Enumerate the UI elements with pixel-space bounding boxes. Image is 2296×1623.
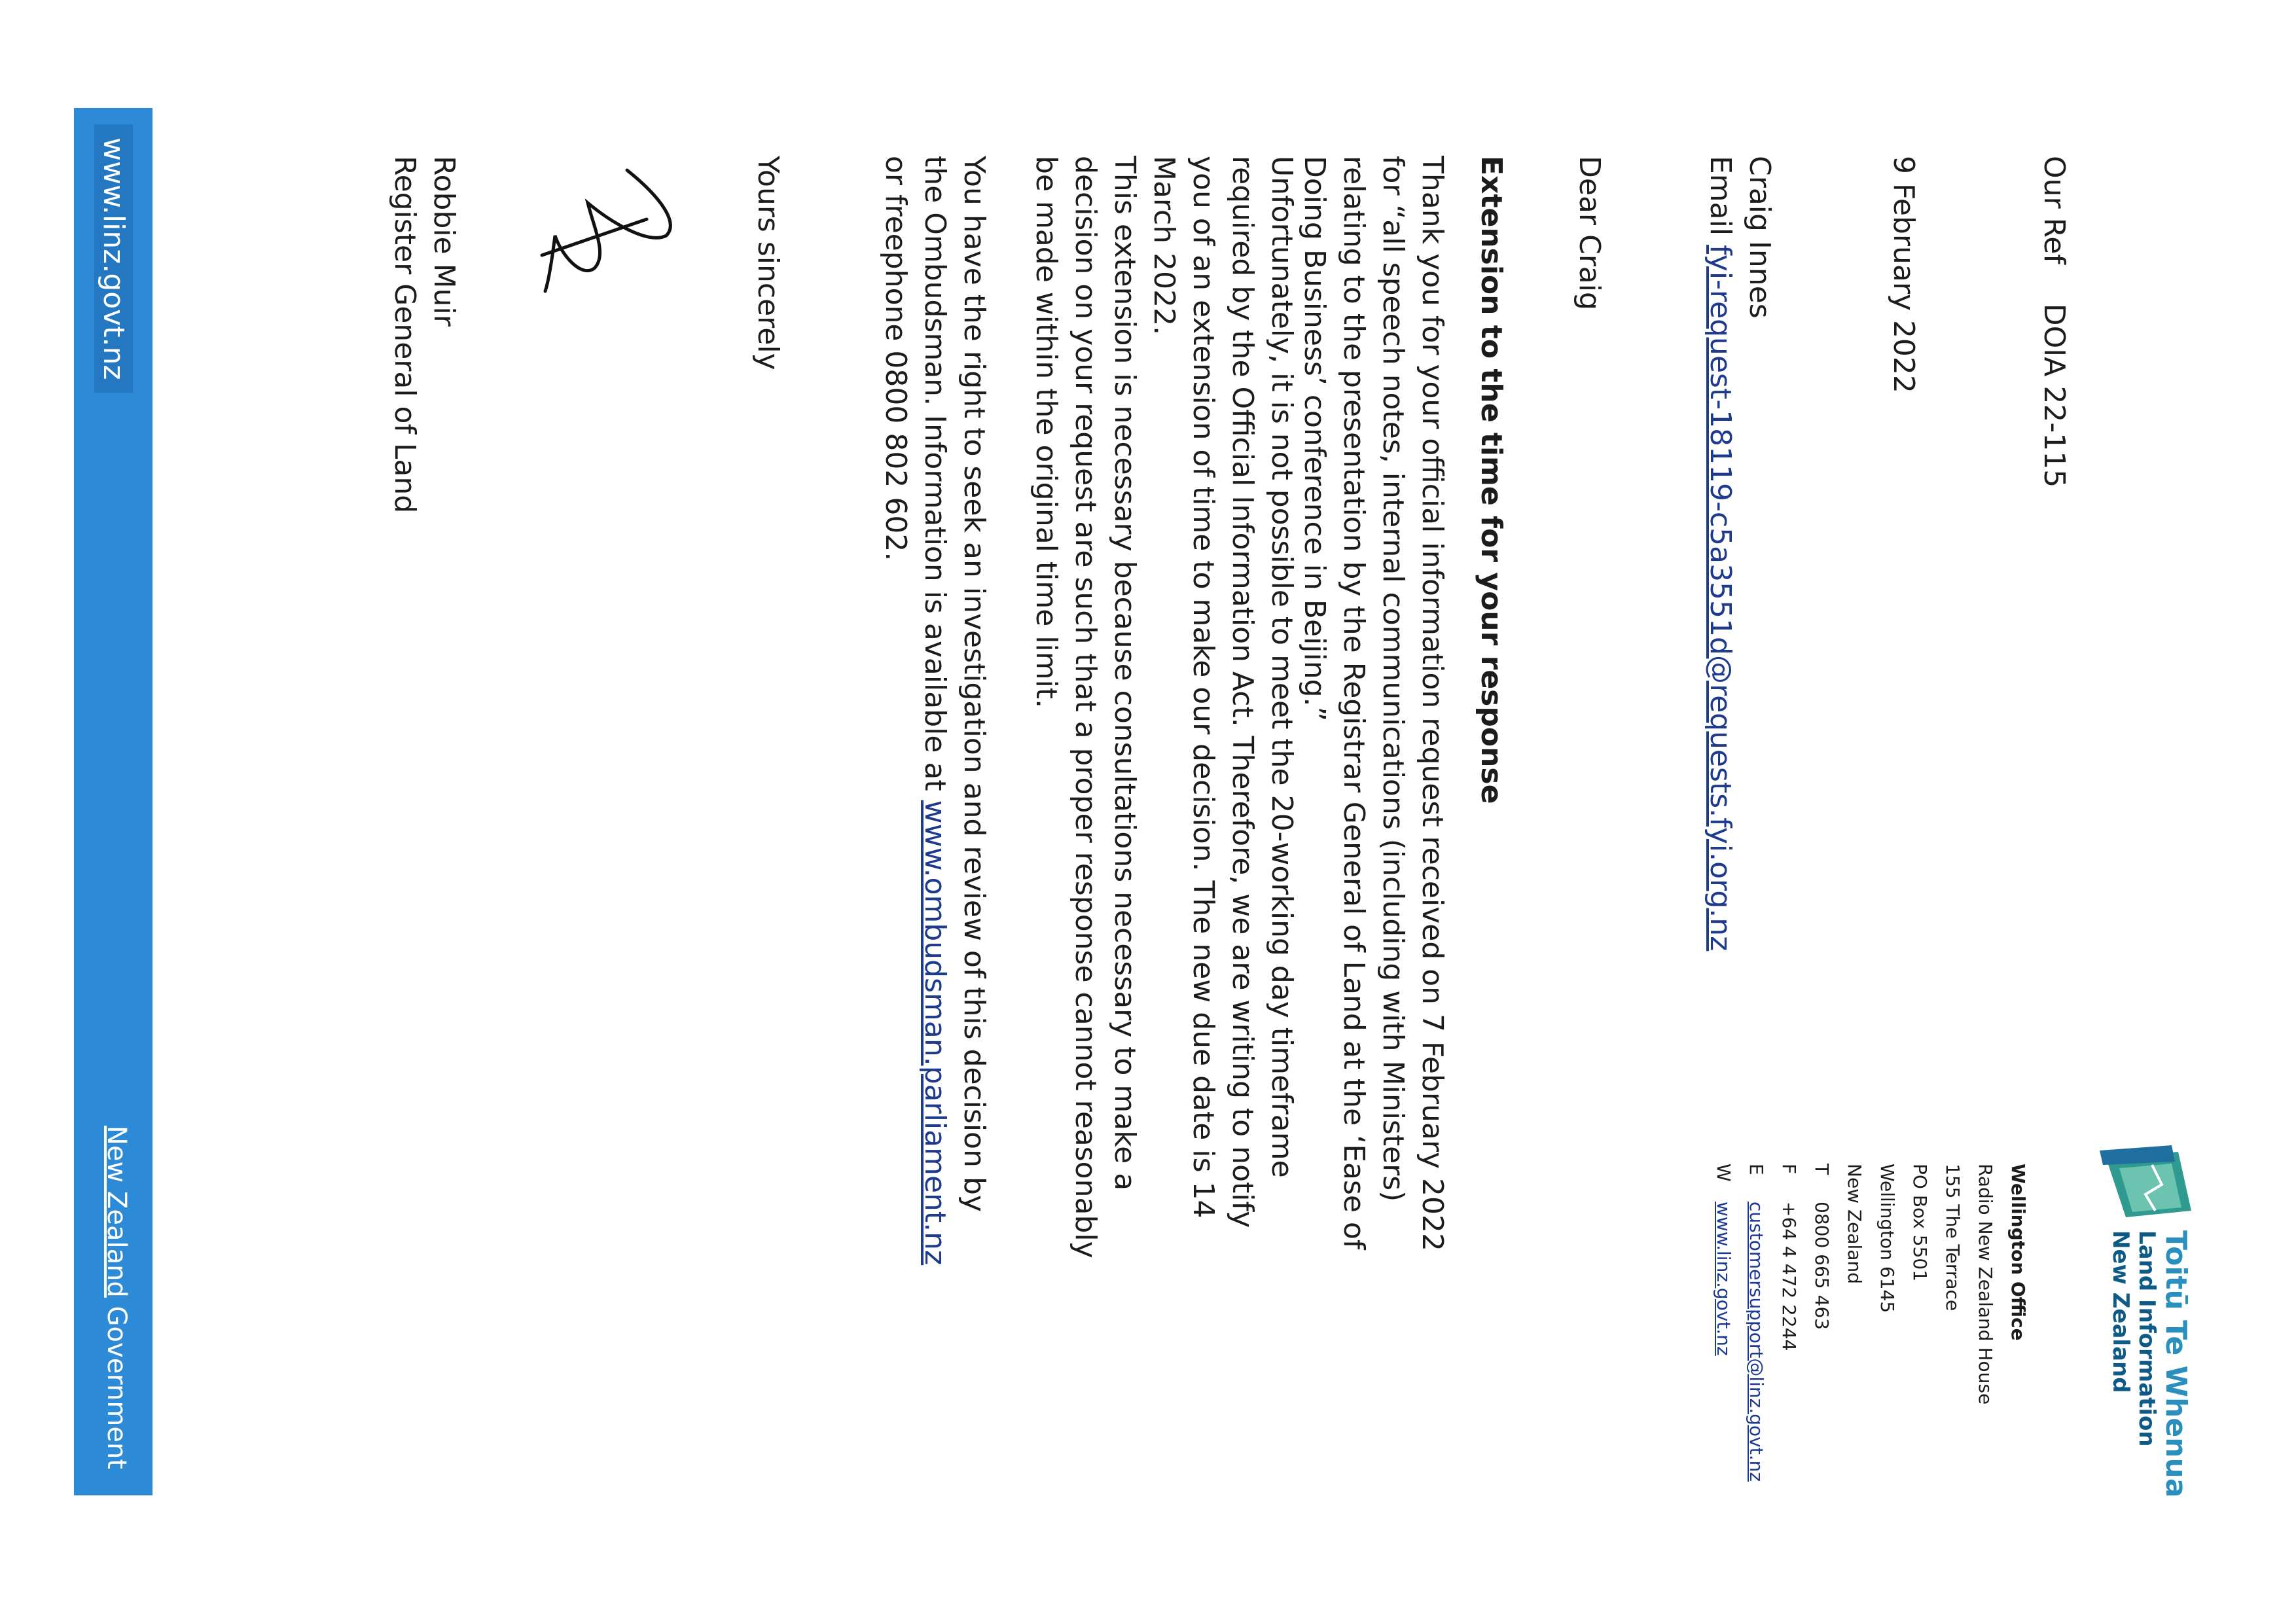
contact-label: F — [1778, 1164, 1800, 1175]
recipient-email-link[interactable]: fyi-request-18119-c5a3551d@requests.fyi.org.nz — [1704, 245, 1737, 952]
footer-website-link[interactable]: www.linz.govt.nz — [94, 124, 133, 393]
paragraph-ombudsman — [876, 156, 994, 1268]
govt-logo-underlined: New Zealand — [101, 1125, 132, 1298]
logo-wordmark — [2108, 1230, 2191, 1498]
recipient-email-label: Email — [1704, 156, 1737, 236]
our-ref-value: DOIA 22-115 — [2037, 303, 2071, 488]
logo-subtitle-2: New Zealand — [2108, 1230, 2134, 1393]
contact-label: E — [1746, 1164, 1767, 1175]
sign-off: Yours sincerely — [751, 156, 785, 370]
office-title: Wellington Office — [2007, 1164, 2029, 1341]
paragraph-request: Thank you for your official information request received on 7 February 2022 for “all speech notes, internal communications (including with Ministers) relating to the presentation by the Registrar General of Land at the ‘Ease of Doing Business’ conference in Beijing.” — [1298, 156, 1449, 1251]
address-line: Wellington 6145 — [1876, 1164, 1898, 1313]
salutation: Dear Craig — [1573, 156, 1606, 310]
recipient-name: Craig Innes — [1743, 156, 1776, 319]
paragraph-reason: This extension is necessary because consultations necessary to make a decision on your request are such that a proper response cannot reasonably be made within the original time limit. — [1030, 156, 1141, 1258]
footer-band — [74, 108, 152, 1495]
contact-label: T — [1811, 1164, 1833, 1175]
contact-value: 0800 665 463 — [1811, 1202, 1833, 1330]
ombudsman-link[interactable]: www.ombudsman.parliament.nz — [918, 800, 952, 1266]
website-link[interactable]: www.linz.govt.nz — [1713, 1202, 1734, 1356]
contact-label: W — [1713, 1164, 1734, 1182]
contact-phone — [1805, 1164, 1838, 1582]
contact-value: +64 4 472 2244 — [1778, 1202, 1800, 1351]
logo-subtitle-1: Land Information — [2134, 1230, 2160, 1447]
address-line: Radio New Zealand House — [1975, 1164, 1996, 1405]
logo-name: Toitū Te Whenua — [2159, 1230, 2193, 1498]
address-line: PO Box 5501 — [1909, 1164, 1931, 1282]
signer-title: Register General of Land — [388, 156, 422, 514]
address-line: 155 The Terrace — [1942, 1164, 1964, 1311]
letter-subject: Extension to the time for your response — [1475, 156, 1508, 804]
nz-government-logo — [101, 1126, 132, 1469]
our-ref — [2034, 156, 2073, 548]
signature-image — [535, 157, 686, 301]
signer-name: Robbie Muir — [427, 156, 461, 327]
recipient-block — [1700, 156, 1779, 1268]
recipient-email-line — [1700, 156, 1740, 1268]
address-line: New Zealand — [1844, 1164, 1865, 1284]
linz-logo-icon — [2100, 1145, 2198, 1224]
email-link[interactable]: customersupport@linz.govt.nz — [1746, 1202, 1767, 1482]
govt-logo-rest: Government — [101, 1297, 132, 1469]
signer-block — [385, 156, 463, 513]
ombudsman-text-end: or freephone 0800 802 602. — [879, 156, 912, 562]
linz-logo — [2093, 1145, 2198, 1564]
letter-date: 9 February 2022 — [1887, 156, 1920, 393]
our-ref-label: Our Ref — [2037, 156, 2071, 264]
paragraph-extension: Unfortunately, it is not possible to meet the 20-working day timeframe required by the Official Information Act. Therefore, we are writing to notify you of an extension of time to make our decision. The new due date is 14 March 2022. — [1147, 156, 1299, 1228]
ombudsman-text: You have the right to seek an investigation and review of this decision by the Ombudsman. Information is available at — [918, 156, 991, 1212]
